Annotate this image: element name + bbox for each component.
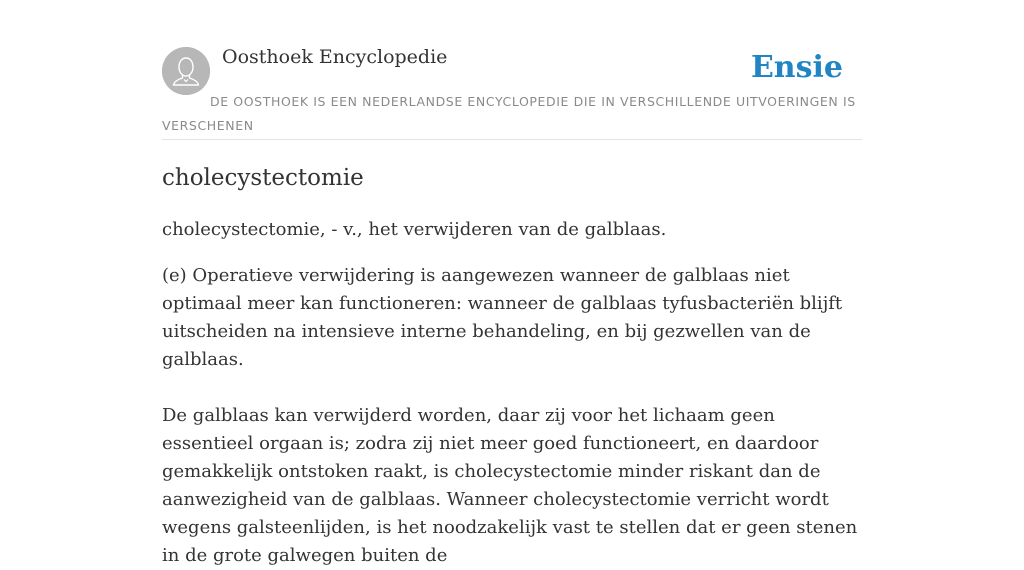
site-name[interactable]: Oosthoek Encyclopedie xyxy=(222,46,448,68)
page-container xyxy=(162,0,862,566)
brand-logo[interactable]: Ensie xyxy=(750,50,843,85)
article-title: cholecystectomie xyxy=(162,165,364,191)
site-tagline: DE OOSTHOEK IS EEN NEDERLANDSE ENCYCLOPEDIE DIE IN VERSCHILLENDE UITVOERINGEN IS VERSCHENEN xyxy=(162,94,856,133)
article-definition: cholecystectomie, - v., het verwijderen van de galblaas. xyxy=(162,219,667,240)
user-silhouette-icon[interactable] xyxy=(162,47,210,95)
article xyxy=(162,160,862,570)
article-body: (e) Operatieve verwijdering is aangewezen wanneer de galblaas niet optimaal meer kan functioneren: wanneer de galblaas tyfusbacteriën blijft uitscheiden na intensieve interne behandeling, en bij gezwellen van de galblaas. De galblaas kan verwijderd worden, daar zij voor het lichaam geen essentieel orgaan is; zodra zij niet meer goed functioneert, en daardoor gemakkelijk ontstoken raakt, is cholecystectomie minder riskant dan de aanwezigheid van de galblaas. Wanneer cholecystectomie verricht wordt wegens galsteenlijden, is het noodzakelijk vast te stellen dat er geen stenen in de grote galwegen buiten de xyxy=(162,265,858,566)
site-header xyxy=(162,0,862,140)
